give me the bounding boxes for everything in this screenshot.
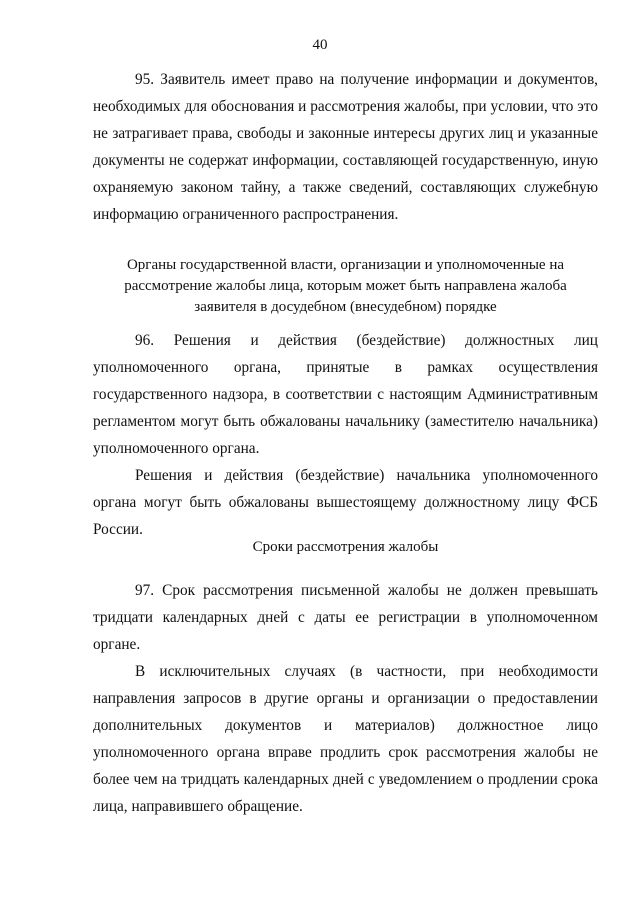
heading-appeal-bodies (93, 255, 598, 318)
heading-appeal-bodies-line-1: Органы государственной власти, организации и уполномоченные на (126, 257, 565, 273)
heading-appeal-bodies-line-2: рассмотрение жалобы лица, которым может быть направлена жалоба (124, 278, 567, 294)
heading-review-terms: Сроки рассмотрения жалобы (252, 539, 439, 555)
paragraph-96-continued: Решения и действия (бездействие) начальника уполномоченного органа могут быть обжалованы вышестоящему должностному лицу ФСБ России. (93, 467, 598, 538)
section-96 (93, 327, 598, 543)
paragraph-97-continued: В исключительных случаях (в частности, при необходимости направления запросов в другие органы и организации о предоставлении дополнительных документов и материалов) должностное лицо уполномоченного органа вправе продлить срок рассмотрения жалобы не более чем на тридцать календарных дней с уведомлением о продлении срока лица, направившего обращение. (93, 663, 598, 815)
section-97 (93, 577, 598, 820)
paragraph-95: 95. Заявитель имеет право на получение информации и документов, необходимых для обоснования и рассмотрения жалобы, при условии, что это не затрагивает права, свободы и законные интересы других лиц и указанные документы не содержат информации, составляющей государственную, иную охраняемую законом тайну, а также сведений, составляющих служебную информацию ограниченного распространения. (93, 71, 598, 223)
paragraph-97: 97. Срок рассмотрения письменной жалобы не должен превышать тридцати календарных дней с даты ее регистрации в уполномоченном органе. (93, 582, 598, 653)
heading-appeal-bodies-line-3: заявителя в досудебном (внесудебном) порядке (194, 299, 497, 315)
page-number: 40 (312, 37, 328, 53)
paragraph-96: 96. Решения и действия (бездействие) должностных лиц уполномоченного органа, принятые в рамках осуществления государственного надзора, в соответствии с настоящим Административным регламентом могут быть обжалованы начальнику (заместителю начальника) уполномоченного органа. (93, 332, 598, 457)
section-95 (93, 66, 598, 228)
